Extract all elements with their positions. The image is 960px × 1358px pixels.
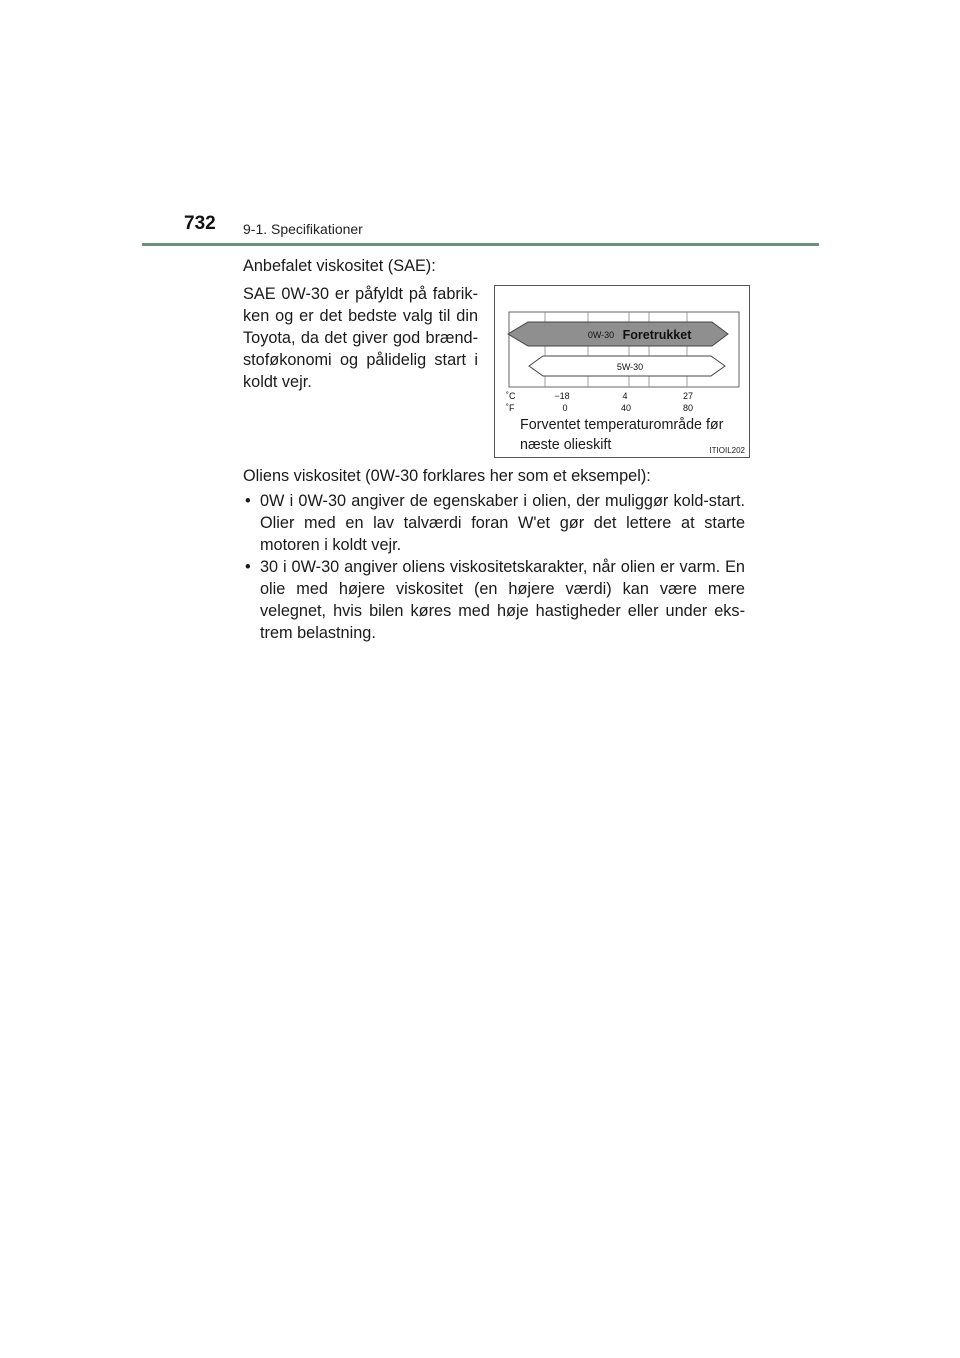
tick-f-label: 0: [562, 403, 568, 413]
list-item-text: 30 i 0W-30 angiver oliens viskositetskarakter, når olien er varm. En olie med højere viskositet (en højere værdi) kan være mere velegnet, hvis bilen køres med høje hastigheder eller under eks-trem belastning.: [260, 558, 745, 642]
intro-paragraph: SAE 0W-30 er påfyldt på fabrik-ken og er det bedste valg til din Toyota, da det giver god brænd-stoføkonomi og pålidelig start i koldt vejr.: [243, 285, 478, 391]
list-item: [243, 490, 745, 556]
celsius-unit: ˚C: [506, 391, 516, 401]
viscosity-subheading: Anbefalet viskositet (SAE):: [243, 257, 436, 275]
figure-code: ITIOIL202: [709, 446, 745, 455]
bar1-label: Foretrukket: [622, 328, 692, 342]
explanation-list: [243, 490, 745, 644]
preferred-range-bar: [508, 322, 728, 346]
bar1-grade: 0W-30: [587, 330, 615, 340]
fahrenheit-unit: ˚F: [506, 403, 515, 413]
tick-c-label: 4: [622, 391, 628, 401]
tick-f-label: 40: [620, 403, 632, 413]
tick-c-label: 27: [682, 391, 694, 401]
list-item: [243, 556, 745, 644]
section-title: 9-1. Specifikationer: [243, 221, 363, 237]
bar2-grade: 5W-30: [616, 362, 644, 372]
header-divider: [142, 243, 819, 246]
viscosity-figure: [494, 285, 750, 458]
page-number: 732: [184, 213, 216, 234]
tick-f-label: 80: [682, 403, 694, 413]
bullet-icon: •: [245, 492, 251, 510]
bullet-icon: •: [245, 558, 251, 576]
tick-c-label: −18: [554, 391, 570, 401]
figure-caption: Forventet temperaturområde før næste olieskift: [520, 417, 724, 453]
example-heading: Oliens viskositet (0W-30 forklares her som et eksempel):: [243, 467, 651, 485]
list-item-text: 0W i 0W-30 angiver de egenskaber i olien, der muliggør kold-start. Olier med en lav talværdi foran W'et gør det lettere at starte motoren i koldt vejr.: [260, 492, 745, 554]
